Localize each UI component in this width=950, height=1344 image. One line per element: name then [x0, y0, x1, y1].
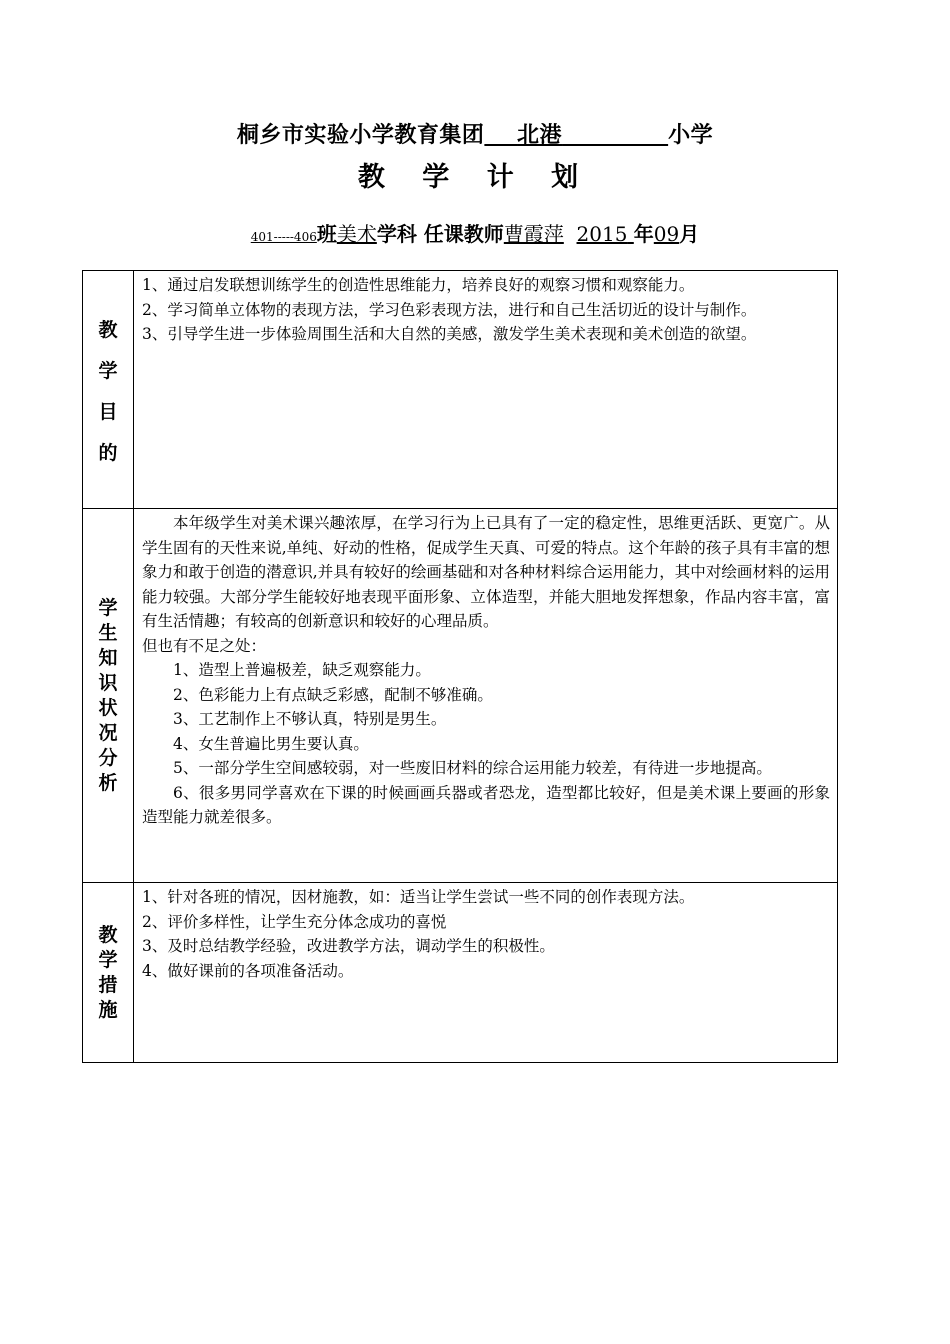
- month-label: 月: [679, 222, 700, 246]
- class-info-line: [0, 218, 950, 247]
- goal-line: 2、学习简单立体物的表现方法，学习色彩表现方法，进行和自己生活切近的设计与制作。: [142, 300, 757, 319]
- school-branch: 北港: [517, 123, 563, 148]
- shortcoming-item: 6、很多男同学喜欢在下课的时候画画兵器或者恐龙，造型都比较好，但是美术课上要画的形象造型能力就差很多。: [142, 783, 830, 826]
- measures-label: 教 学 措 施: [83, 883, 134, 1063]
- school-prefix: 桐乡市实验小学教育集团: [236, 123, 485, 148]
- class-range: 401-----406: [250, 230, 317, 244]
- measure-line: 2、评价多样性，让学生充分体念成功的喜悦: [142, 912, 447, 931]
- shortcoming-item: 5、一部分学生空间感较弱，对一些废旧材料的综合运用能力较差，有待进一步地提高。: [173, 759, 772, 777]
- school-suffix: 小学: [668, 123, 714, 148]
- analysis-intro: 本年级学生对美术课兴趣浓厚，在学习行为上已具有了一定的稳定性，思维更活跃、更宽广。从学生固有的天性来说,单纯、好动的性格，促成学生天真、可爱的特点。这个年龄的孩子具有丰富的想象力和敢于创造的潜意识,并具有较好的绘画基础和对各种材料综合运用能力，其中对绘画材料的运用能力较强。大部分学生能较好地表现平面形象、立体造型，并能大胆地发挥想象，作品内容丰富，富有生活情趣；有较高的创新意识和较好的心理品质。: [142, 514, 830, 630]
- goal-line: 1、通过启发联想训练学生的创造性思维能力，培养良好的观察习惯和观察能力。: [142, 276, 695, 294]
- shortcoming-title: 但也有不足之处：: [142, 636, 267, 655]
- year-value: 2015: [576, 222, 628, 246]
- analysis-label: 学 生 知 识 状 况 分 析: [83, 509, 134, 883]
- teacher-name: 曹霞萍: [503, 222, 564, 246]
- measure-line: 3、及时总结教学经验，改进教学方法，调动学生的积极性。: [142, 937, 555, 955]
- school-title: [0, 118, 950, 149]
- subject-value: 美术: [336, 222, 377, 246]
- subject-teacher-label: 学科 任课教师: [376, 222, 504, 246]
- analysis-content: [134, 509, 838, 883]
- plan-table: [82, 270, 838, 1063]
- shortcoming-item: 2、色彩能力上有点缺乏彩感，配制不够准确。: [173, 685, 493, 704]
- shortcoming-item: 4、女生普遍比男生要认真。: [173, 734, 369, 753]
- goals-label: 教 学 目 的: [83, 271, 134, 509]
- measures-row: [83, 883, 838, 1063]
- goals-content: [134, 271, 838, 509]
- month-value: 09: [653, 222, 680, 246]
- goal-line: 3、引导学生进一步体验周围生活和大自然的美感，激发学生美术表现和美术创造的欲望。: [142, 325, 757, 343]
- goals-row: [83, 271, 838, 509]
- class-label: 班: [316, 222, 337, 246]
- measures-content: [134, 883, 838, 1063]
- analysis-row: [83, 509, 838, 883]
- document-title: 教 学 计 划: [357, 162, 593, 193]
- shortcoming-item: 1、造型上普遍极差，缺乏观察能力。: [173, 661, 431, 679]
- year-label: 年: [633, 222, 654, 246]
- measure-line: 1、针对各班的情况，因材施教，如：适当让学生尝试一些不同的创作表现方法。: [142, 888, 695, 906]
- measure-line: 4、做好课前的各项准备活动。: [142, 961, 354, 980]
- shortcoming-item: 3、工艺制作上不够认真，特别是男生。: [173, 710, 447, 728]
